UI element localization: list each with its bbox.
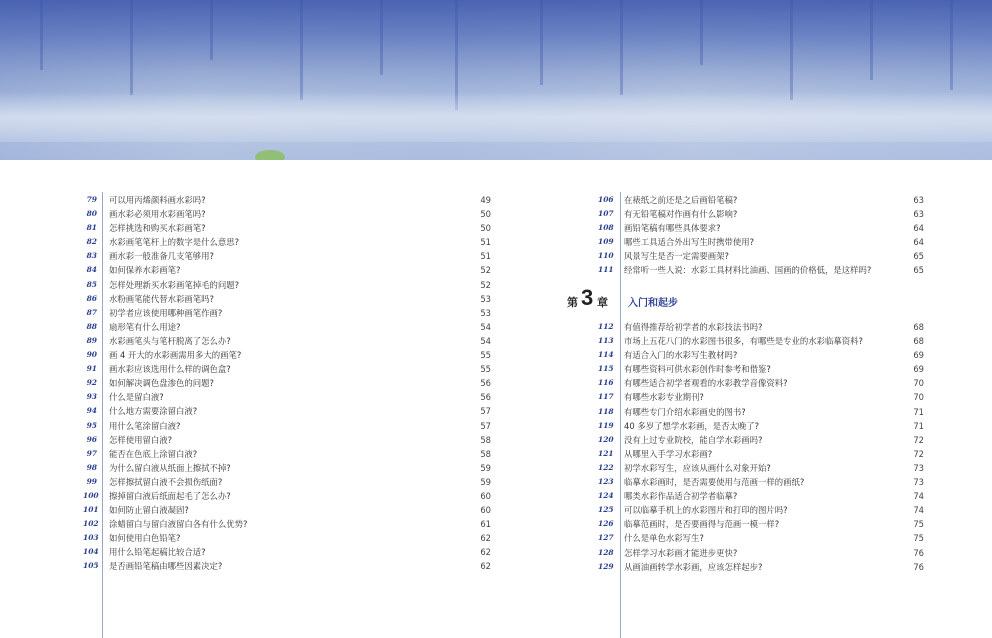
chapter-title: 入门和起步 xyxy=(628,298,678,309)
entry-question: 水彩画笔笔杆上的数字是什么意思? xyxy=(109,237,240,248)
entry-page-number: 53 xyxy=(480,293,491,304)
entry-page-number: 62 xyxy=(480,533,491,544)
entry-number: 81 xyxy=(86,223,97,233)
entry-page-number: 59 xyxy=(480,462,491,473)
entry-number: 97 xyxy=(86,448,97,458)
entry-page-number: 69 xyxy=(913,364,924,375)
entry-page-number: 54 xyxy=(480,321,491,332)
entry-page-number: 51 xyxy=(480,237,491,248)
entry-number: 91 xyxy=(86,364,97,374)
entry-number: 89 xyxy=(86,335,97,345)
entry-page-number: 76 xyxy=(913,561,924,572)
entry-number: 108 xyxy=(598,223,614,233)
entry-question: 画铅笔稿有哪些具体要求? xyxy=(624,223,721,234)
entry-number: 82 xyxy=(86,237,97,247)
entry-number: 88 xyxy=(86,321,97,331)
entry-number: 115 xyxy=(598,364,614,374)
entry-question: 有值得推荐给初学者的水彩技法书吗? xyxy=(624,322,763,332)
entry-number: 127 xyxy=(598,533,614,543)
entry-page-number: 54 xyxy=(480,335,491,346)
entry-question: 临摹范画时，是否要画得与范画一模一样? xyxy=(624,519,780,530)
entry-page-number: 64 xyxy=(913,223,924,234)
entry-number: 93 xyxy=(86,392,97,402)
entry-question: 有适合入门的水彩写生教材吗? xyxy=(624,350,738,361)
right-column-rule xyxy=(620,192,621,638)
entry-number: 98 xyxy=(86,462,97,472)
entry-number: 125 xyxy=(598,505,614,515)
entry-question: 初学者应该使用哪种画笔作画? xyxy=(109,307,223,318)
entry-number: 120 xyxy=(598,434,614,444)
entry-question: 怎样学习水彩画才能进步更快? xyxy=(624,547,738,558)
entry-number: 126 xyxy=(598,519,614,529)
entry-question: 画水彩应该选用什么样的调色盒? xyxy=(109,364,231,375)
entry-number: 117 xyxy=(598,392,614,402)
entry-question: 没有上过专业院校，能自学水彩画吗? xyxy=(624,434,763,445)
entry-page-number: 65 xyxy=(913,251,924,262)
entry-page-number: 64 xyxy=(913,237,924,248)
entry-question: 40 多岁了想学水彩画，是否太晚了? xyxy=(624,420,760,431)
chapter-prefix: 第 xyxy=(567,296,578,309)
entry-number: 114 xyxy=(598,350,614,360)
entry-question: 用什么笔涂留白液? xyxy=(109,420,181,431)
entry-question: 经常听一些人说：水彩工具材料比油画、国画的价格低，是这样吗? xyxy=(624,265,872,276)
entry-number: 102 xyxy=(83,519,99,529)
entry-number: 121 xyxy=(598,448,614,458)
entry-page-number: 50 xyxy=(480,223,491,234)
entry-page-number: 62 xyxy=(480,561,491,572)
entry-question: 市场上五花八门的水彩图书很多，有哪些是专业的水彩临摹资料? xyxy=(624,336,863,347)
entry-page-number: 70 xyxy=(913,392,924,403)
entry-question: 初学水彩写生，应该从画什么对象开始? xyxy=(624,462,771,473)
entry-question: 如何防止留白液凝固? xyxy=(109,505,189,516)
entry-number: 107 xyxy=(598,209,614,219)
entry-page-number: 59 xyxy=(480,476,491,487)
entry-number: 118 xyxy=(598,406,614,416)
entry-number: 106 xyxy=(598,195,614,204)
entry-number: 90 xyxy=(86,350,97,360)
entry-question: 哪些工具适合外出写生时携带使用? xyxy=(624,237,755,248)
entry-page-number: 73 xyxy=(913,477,924,488)
entry-question: 扇形笔有什么用途? xyxy=(109,321,181,332)
entry-page-number: 69 xyxy=(913,350,924,361)
entry-number: 87 xyxy=(86,307,97,317)
entry-page-number: 60 xyxy=(480,490,491,501)
entry-number: 129 xyxy=(598,561,614,571)
entry-page-number: 71 xyxy=(913,420,924,431)
entry-page-number: 71 xyxy=(913,406,924,417)
entry-question: 从画油画转学水彩画，应该怎样起步? xyxy=(624,561,763,572)
entry-page-number: 65 xyxy=(913,265,924,276)
entry-number: 124 xyxy=(598,491,614,501)
entry-number: 110 xyxy=(598,251,614,261)
entry-question: 哪类水彩作品适合初学者临摹? xyxy=(624,491,738,502)
entry-page-number: 55 xyxy=(480,350,491,361)
entry-number: 111 xyxy=(598,265,614,275)
entry-question: 画 4 开大的水彩画需用多大的画笔? xyxy=(109,350,242,361)
entry-page-number: 70 xyxy=(913,378,924,389)
entry-number: 116 xyxy=(598,378,614,388)
entry-number: 96 xyxy=(86,434,97,444)
entry-number: 95 xyxy=(86,420,97,430)
entry-number: 119 xyxy=(598,420,614,430)
entry-page-number: 75 xyxy=(913,519,924,530)
entry-question: 怎样处理新买水彩画笔掉毛的问题? xyxy=(109,279,240,290)
entry-page-number: 58 xyxy=(480,448,491,459)
entry-number: 79 xyxy=(86,195,97,204)
entry-number: 122 xyxy=(598,462,614,472)
entry-question: 有哪些水彩专业期刊? xyxy=(624,392,704,403)
entry-page-number: 52 xyxy=(480,279,491,290)
entry-question: 水粉画笔能代替水彩画笔吗? xyxy=(109,293,214,304)
entry-number: 83 xyxy=(86,251,97,261)
entry-question: 擦掉留白液后纸面起毛了怎么办? xyxy=(109,490,231,501)
entry-question: 如何保养水彩画笔? xyxy=(109,265,181,276)
entry-question: 临摹水彩画时，是否需要使用与范画一样的画纸? xyxy=(624,477,805,488)
entry-question: 如何解决调色盘渗色的问题? xyxy=(109,378,214,389)
entry-page-number: 74 xyxy=(913,505,924,516)
entry-question: 有哪些资料可供水彩创作时参考和借鉴? xyxy=(624,364,771,375)
entry-number: 80 xyxy=(86,209,97,219)
chapter-number: 3 xyxy=(581,285,594,310)
entry-question: 有哪些专门介绍水彩画史的图书? xyxy=(624,406,746,417)
entry-page-number: 74 xyxy=(913,491,924,502)
entry-question: 有无铅笔稿对作画有什么影响? xyxy=(624,209,738,220)
entry-page-number: 68 xyxy=(913,322,924,332)
entry-question: 画水彩一般准备几支笔够用? xyxy=(109,251,214,262)
entry-page-number: 68 xyxy=(913,336,924,347)
entry-question: 什么是单色水彩写生? xyxy=(624,533,704,544)
entry-page-number: 76 xyxy=(913,547,924,558)
entry-question: 怎样使用留白液? xyxy=(109,434,173,445)
entry-page-number: 63 xyxy=(913,209,924,220)
entry-question: 画水彩必须用水彩画笔吗? xyxy=(109,209,206,220)
entry-question: 为什么留白液从纸面上擦拭不掉? xyxy=(109,462,231,473)
entry-number: 112 xyxy=(598,322,614,331)
entry-question: 风景写生是否一定需要画架? xyxy=(624,251,729,262)
entry-question: 水彩画笔头与笔杆脱离了怎么办? xyxy=(109,335,231,346)
entry-page-number: 60 xyxy=(480,505,491,516)
entry-question: 从哪里入手学习水彩画? xyxy=(624,448,713,459)
entry-page-number: 61 xyxy=(480,519,491,530)
watercolor-banner-image xyxy=(0,0,992,160)
entry-page-number: 55 xyxy=(480,364,491,375)
chapter-suffix: 章 xyxy=(597,296,608,309)
entry-question: 什么地方需要涂留白液? xyxy=(109,406,198,417)
entry-page-number: 56 xyxy=(480,378,491,389)
entry-question: 可以临摹手机上的水彩图片和打印的图片吗? xyxy=(624,505,788,516)
entry-page-number: 75 xyxy=(913,533,924,544)
entry-number: 86 xyxy=(86,293,97,303)
entry-page-number: 72 xyxy=(913,434,924,445)
entry-page-number: 50 xyxy=(480,209,491,220)
entry-page-number: 51 xyxy=(480,251,491,262)
entry-number: 123 xyxy=(598,477,614,487)
entry-number: 104 xyxy=(83,547,99,557)
entry-number: 128 xyxy=(598,547,614,557)
entry-number: 105 xyxy=(83,561,99,571)
entry-number: 113 xyxy=(598,336,614,346)
entry-page-number: 57 xyxy=(480,420,491,431)
entry-question: 是否画铅笔稿由哪些因素决定? xyxy=(109,561,223,572)
entry-page-number: 72 xyxy=(913,448,924,459)
entry-question: 怎样挑选和购买水彩画笔? xyxy=(109,223,206,234)
entry-number: 99 xyxy=(86,476,97,486)
entry-page-number: 58 xyxy=(480,434,491,445)
entry-question: 什么是留白液? xyxy=(109,392,164,403)
entry-page-number: 52 xyxy=(480,265,491,276)
entry-page-number: 62 xyxy=(480,547,491,558)
entry-number: 92 xyxy=(86,378,97,388)
entry-page-number: 57 xyxy=(480,406,491,417)
entry-page-number: 56 xyxy=(480,392,491,403)
entry-number: 94 xyxy=(86,406,97,416)
entry-page-number: 63 xyxy=(913,195,924,205)
entry-question: 可以用丙烯颜料画水彩吗? xyxy=(109,195,206,205)
entry-number: 103 xyxy=(83,533,99,543)
entry-question: 有哪些适合初学者观看的水彩教学音像资料? xyxy=(624,378,788,389)
entry-question: 怎样擦拭留白液不会损伤纸面? xyxy=(109,476,223,487)
entry-page-number: 49 xyxy=(480,195,491,205)
entry-number: 101 xyxy=(83,505,99,515)
entry-number: 84 xyxy=(86,265,97,275)
entry-question: 用什么铅笔起稿比较合适? xyxy=(109,547,206,558)
entry-question: 能否在色底上涂留白液? xyxy=(109,448,198,459)
entry-question: 在裱纸之前还是之后画铅笔稿? xyxy=(624,195,738,205)
entry-number: 100 xyxy=(83,490,99,500)
entry-question: 如何使用白色铅笔? xyxy=(109,533,181,544)
entry-number: 85 xyxy=(86,279,97,289)
entry-page-number: 53 xyxy=(480,307,491,318)
entry-page-number: 73 xyxy=(913,462,924,473)
entry-question: 涂蜡留白与留白液留白各有什么优势? xyxy=(109,519,248,530)
entry-number: 109 xyxy=(598,237,614,247)
left-column-rule xyxy=(102,192,103,638)
